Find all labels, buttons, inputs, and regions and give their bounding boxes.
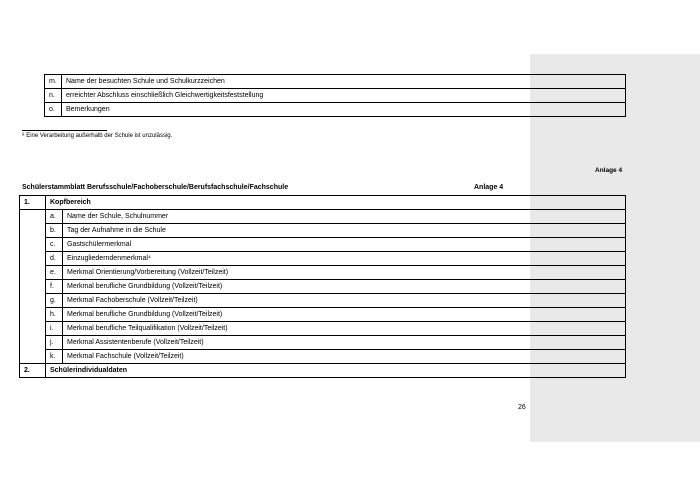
- indent-cell: [20, 294, 46, 308]
- row-text: Merkmal berufliche Teilqualifikation (Vollzeit/Teilzeit): [63, 322, 626, 336]
- footnote-separator: [22, 130, 107, 131]
- table-row: [20, 224, 626, 238]
- row-text: Name der Schule, Schulnummer: [63, 210, 626, 224]
- row-letter: m.: [45, 75, 62, 89]
- indent-cell: [20, 252, 46, 266]
- row-letter: b.: [46, 224, 63, 238]
- table-row: [45, 103, 626, 117]
- row-text: Tag der Aufnahme in die Schule: [63, 224, 626, 238]
- row-letter: j.: [46, 336, 63, 350]
- row-letter: e.: [46, 266, 63, 280]
- row-letter: c.: [46, 238, 63, 252]
- table-row: [20, 350, 626, 364]
- section-number: 1.: [20, 196, 46, 210]
- row-letter: o.: [45, 103, 62, 117]
- row-text: Name der besuchten Schule und Schulkurzzeichen: [62, 75, 626, 89]
- table-row: [45, 75, 626, 89]
- row-text: Einzugliederndenmerkmal⁴: [63, 252, 626, 266]
- row-text: Bemerkungen: [62, 103, 626, 117]
- section-title: Kopfbereich: [46, 196, 626, 210]
- row-letter: h.: [46, 308, 63, 322]
- row-text: Merkmal berufliche Grundbildung (Vollzeit/Teilzeit): [63, 280, 626, 294]
- row-text: Merkmal Fachoberschule (Vollzeit/Teilzeit): [63, 294, 626, 308]
- table-row: [20, 238, 626, 252]
- indent-cell: [20, 224, 46, 238]
- footnote: ⁸ Eine Verarbeitung außerhalb der Schule ist unzulässig.: [22, 133, 173, 139]
- indent-cell: [20, 266, 46, 280]
- row-text: erreichter Abschluss einschließlich Gleichwertigkeitsfeststellung: [62, 89, 626, 103]
- row-letter: g.: [46, 294, 63, 308]
- table-row: [20, 266, 626, 280]
- row-letter: i.: [46, 322, 63, 336]
- row-letter: n.: [45, 89, 62, 103]
- section-title: Schülerindividualdaten: [46, 364, 626, 378]
- row-letter: k.: [46, 350, 63, 364]
- row-letter: a.: [46, 210, 63, 224]
- table-row: [20, 336, 626, 350]
- table-row: [20, 210, 626, 224]
- row-text: Merkmal berufliche Grundbildung (Vollzeit/Teilzeit): [63, 308, 626, 322]
- row-text: Merkmal Fachschule (Vollzeit/Teilzeit): [63, 350, 626, 364]
- table-row: [20, 280, 626, 294]
- indent-cell: [20, 280, 46, 294]
- continuation-table: [44, 74, 626, 117]
- table-row: [20, 294, 626, 308]
- indent-cell: [20, 322, 46, 336]
- indent-cell: [20, 238, 46, 252]
- row-text: Merkmal Assistentenberufe (Vollzeit/Teilzeit): [63, 336, 626, 350]
- row-text: Gastschülermerkmal: [63, 238, 626, 252]
- table-row: [20, 322, 626, 336]
- row-letter: d.: [46, 252, 63, 266]
- page-number: 26: [518, 404, 526, 411]
- table-row: [20, 252, 626, 266]
- row-letter: f.: [46, 280, 63, 294]
- sheet-title: Schülerstammblatt Berufsschule/Fachoberschule/Berufsfachschule/Fachschule: [22, 184, 289, 191]
- annex-label: Anlage 4: [474, 184, 504, 191]
- side-annex-label: Anlage 4: [595, 167, 623, 174]
- indent-cell: [20, 336, 46, 350]
- indent-cell: [20, 210, 46, 224]
- indent-cell: [20, 308, 46, 322]
- student-record-table: [19, 195, 626, 378]
- row-text: Merkmal Orientierung/Vorbereitung (Vollzeit/Teilzeit): [63, 266, 626, 280]
- indent-cell: [20, 350, 46, 364]
- section-row: [20, 196, 626, 210]
- section-number: 2.: [20, 364, 46, 378]
- table-row: [45, 89, 626, 103]
- section-row: [20, 364, 626, 378]
- table-row: [20, 308, 626, 322]
